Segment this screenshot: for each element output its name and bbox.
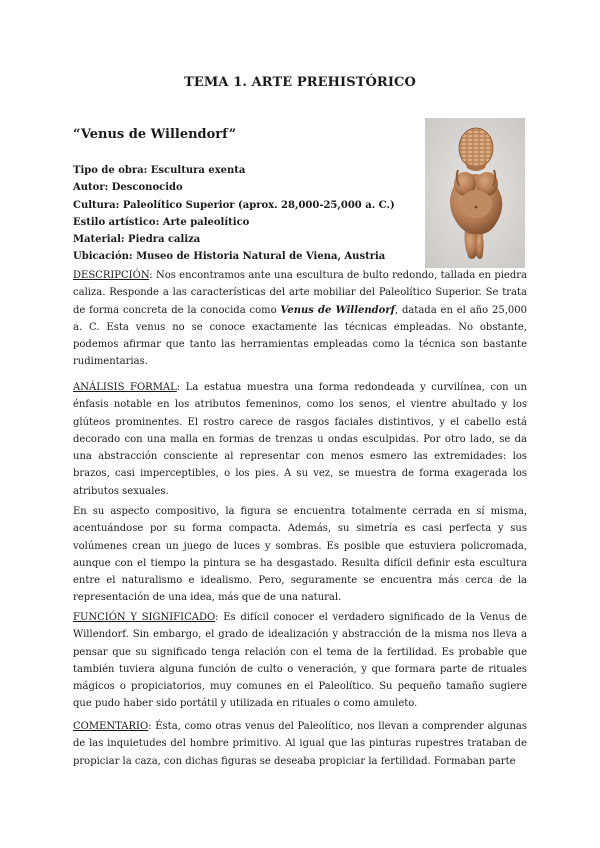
funcion-text: : Es difícil conocer el verdadero significado de la Venus de Willendorf. Sin embargo, el grado de idealización y abstracción de la misma nos lleva a pensar que su significado tenga relación con el tema de la fertilidad. Es probable que también tuviera alguna función de culto o veneración, y que formara parte de rituales mágicos o propiciatorios, muy comunes en el Paleolítico. Su pequeño tamaño sugiere que pudo haber sido portátil y utilizada en rituales o como amuleto.	[73, 612, 527, 710]
venus-figure-illustration	[425, 118, 525, 268]
venus-willendorf-image	[425, 118, 525, 268]
compositivo-text: En su aspecto compositivo, la figura se encuentra totalmente cerrada en sí misma, acentuándose por su forma compacta. Además, su simetría es casi perfecta y sus volúmenes crean un juego de luces y sombras. Es posible que estuviera policromada, aunque con el tiempo la pintura se ha desgastado. Resulta difícil definir esta escultura entre el naturalismo e idealismo. Pero, seguramente se encuentra más cerca de la representación de una idea, más que de una natural.	[73, 506, 527, 604]
comentario-text: : Ésta, como otras venus del Paleolítico, nos llevan a comprender algunas de las inquietudes del hombre primitivo. Al igual que las pinturas rupestres trataban de propiciar la caza, con dichas figuras se deseaba propiciar la fertilidad. Formaban parte	[73, 721, 527, 767]
heading-descripcion: DESCRIPCIÓN	[73, 270, 150, 281]
descripcion-text-b: , datada en el año 25,000 a. C. Esta venus no se conoce exactamente las técnicas empleadas. No obstante, podemos afirmar que tanto las herramientas empleadas como la técnica son bastante rudimentarias.	[73, 304, 527, 368]
detail-culture: Cultura: Paleolítico Superior (aprox. 28,000-25,000 a. C.)	[73, 199, 395, 211]
detail-author: Autor: Desconocido	[73, 182, 183, 194]
detail-type: Tipo de obra: Escultura exenta	[73, 165, 246, 176]
descripcion-text-a: : Nos encontramos ante una escultura de bulto redondo, tallada en piedra caliza. Responde a las características del arte mobiliar del Paleolítico Superior. Se trata de forma concreta de la conocida como	[73, 270, 527, 316]
paragraph-analisis	[73, 379, 527, 500]
heading-funcion: FUNCIÓN Y SIGNIFICADO	[73, 612, 216, 623]
paragraph-compositivo	[73, 503, 527, 607]
heading-comentario: COMENTARIO	[73, 721, 149, 732]
artwork-title: “Venus de Willendorf”	[73, 127, 237, 142]
artwork-details	[73, 162, 403, 266]
detail-location: Ubicación: Museo de Historia Natural de Viena, Austria	[73, 251, 386, 263]
detail-material: Material: Piedra caliza	[73, 234, 201, 246]
paragraph-comentario	[73, 718, 527, 770]
paragraph-funcion	[73, 609, 527, 713]
paragraph-descripcion	[73, 267, 527, 371]
analisis-text: : La estatua muestra una forma redondeada y curvilínea, con un énfasis notable en los atributos femeninos, como los senos, el vientre abultado y los glúteos prominentes. El rostro carece de rasgos faciales distintivos, y el cabello está decorado con una malla en formas de trenzas u ondas esculpidas. Por otro lado, se da una abstracción consciente al representar con menos esmero las extremidades: los brazos, casi imperceptibles, o los pies. A su vez, se muestra de forma exagerada los atributos sexuales.	[73, 382, 527, 497]
heading-analisis: ANÁLISIS FORMAL	[73, 382, 177, 393]
detail-style: Estilo artístico: Arte paleolítico	[73, 216, 250, 228]
page-title: TEMA 1. ARTE PREHISTÓRICO	[184, 75, 416, 90]
artwork-name-emphasis: Venus de Willendorf	[280, 304, 395, 316]
